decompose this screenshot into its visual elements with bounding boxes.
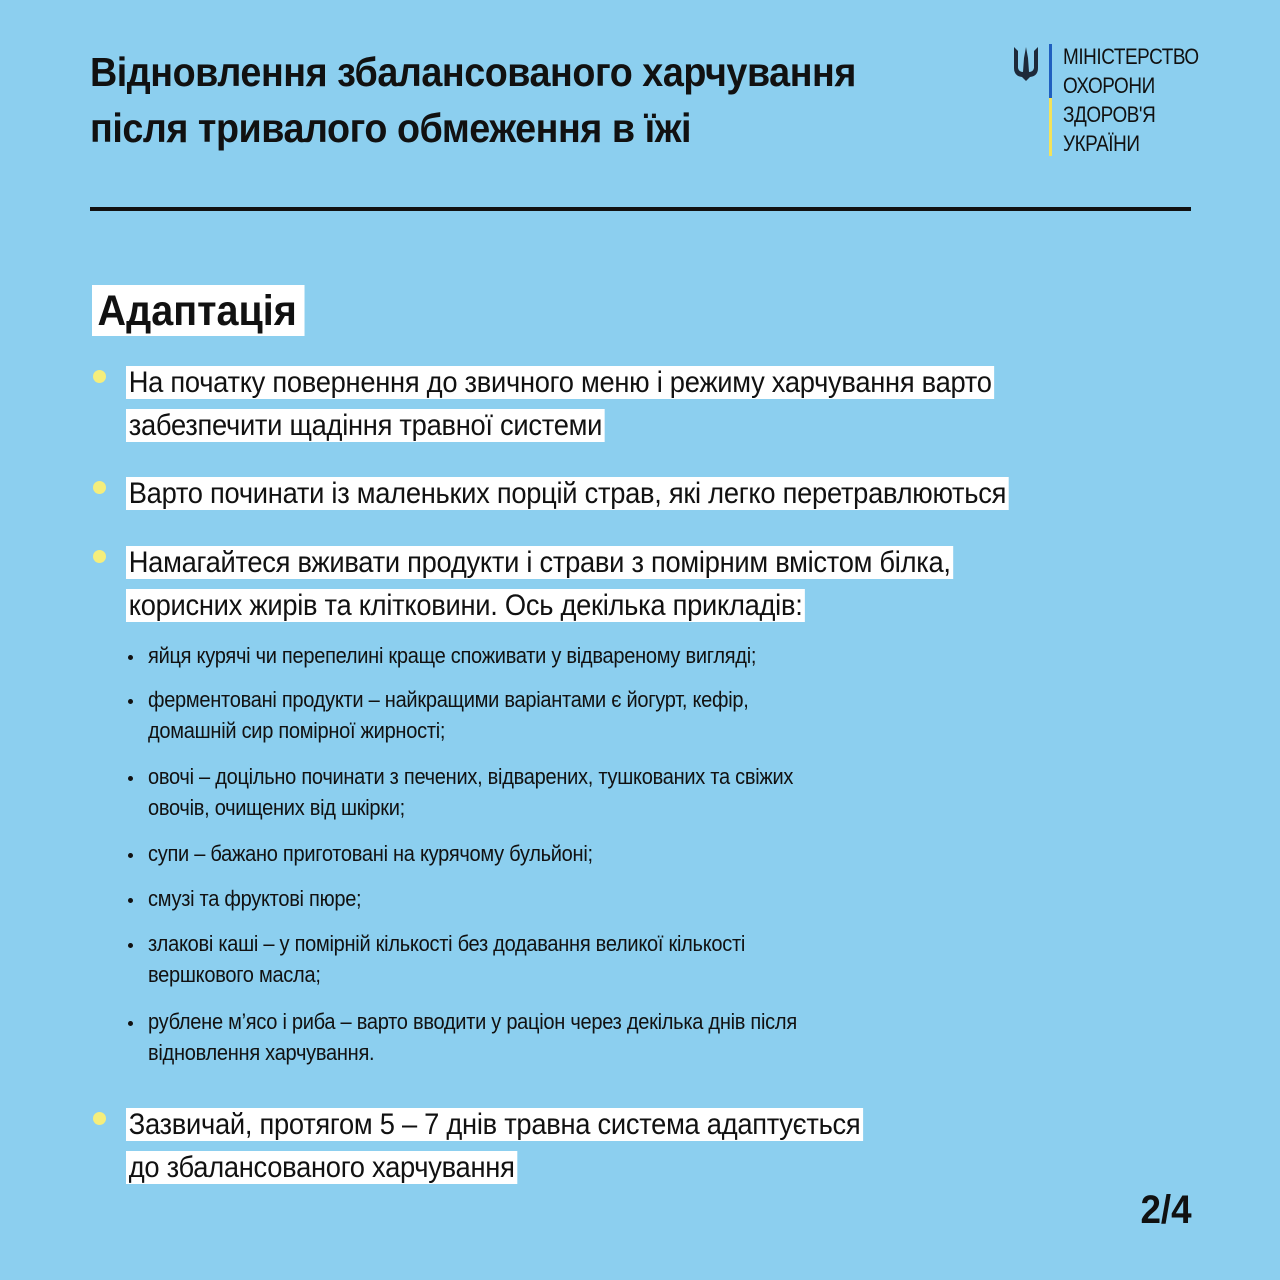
example-text: ферментовані продукти – найкращими варіантами є йогурт, кефір, домашній сир помірної жирності; [148,687,749,743]
example-dot [128,943,133,948]
example-text: злакові каші – у помірній кількості без додавання великої кількості вершкового масла; [148,931,746,987]
example-item [128,761,1028,823]
example-item [128,883,1028,914]
bullet-dot [93,370,106,383]
logo-divider-yellow [1049,98,1052,156]
title-line-2: після тривалого обмеження в їжі [90,105,692,151]
bullet-line: На початку повернення до звичного меню і режиму харчування варто [126,361,1145,404]
example-text: яйця курячі чи перепелині краще споживати у відвареному вигляді; [148,643,757,668]
ministry-line-3: ЗДОРОВ'Я [1063,102,1156,127]
example-dot [128,853,133,858]
bullet-line: Варто починати із маленьких порцій страв, які легко перетравлюються [126,472,1145,515]
example-dot [128,898,133,903]
bullet-dot [93,550,106,563]
bullet-item [126,541,1246,627]
example-dot [128,776,133,781]
ministry-line-4: УКРАЇНИ [1063,131,1140,156]
example-item [128,838,1028,869]
title-line-1: Відновлення збалансованого харчування [90,49,856,95]
bullet-line: Намагайтеся вживати продукти і страви з помірним вмістом білка, [126,541,1145,584]
ministry-name [1063,42,1199,158]
header-divider [90,207,1191,211]
page-indicator: 2/4 [1140,1188,1192,1232]
example-text: супи – бажано приготовані на курячому бульйоні; [148,841,593,866]
section-title: Адаптація [92,285,304,336]
example-item [128,640,1028,671]
bullet-line: Зазвичай, протягом 5 – 7 днів травна система адаптується [126,1103,1145,1146]
example-dot [128,655,133,660]
trident-icon [1012,44,1040,82]
logo-divider-blue [1049,44,1052,98]
example-item [128,1006,1028,1068]
bullet-dot [93,481,106,494]
example-text: рублене м’ясо і риба – варто вводити у раціон через декілька днів після відновлення харчування. [148,1009,797,1065]
example-dot [128,1021,133,1026]
example-text: смузі та фруктові пюре; [148,886,362,911]
bullet-item [126,1103,1246,1189]
bullet-item [126,361,1246,447]
bullet-item [126,472,1246,515]
example-text: овочі – доцільно починати з печених, відварених, тушкованих та свіжих овочів, очищених від шкірки; [148,764,794,820]
bullet-line: забезпечити щадіння травної системи [126,404,1145,447]
ministry-logo [1012,42,1202,162]
bullet-line: до збалансованого харчування [126,1146,1145,1189]
bullet-dot [93,1112,106,1125]
example-item [128,928,1028,990]
ministry-line-2: ОХОРОНИ [1063,73,1155,98]
page-title [90,44,900,156]
example-item [128,684,1028,746]
ministry-line-1: МІНІСТЕРСТВО [1063,44,1199,69]
bullet-line: корисних жирів та клітковини. Ось декілька прикладів: [126,584,1145,627]
example-dot [128,699,133,704]
